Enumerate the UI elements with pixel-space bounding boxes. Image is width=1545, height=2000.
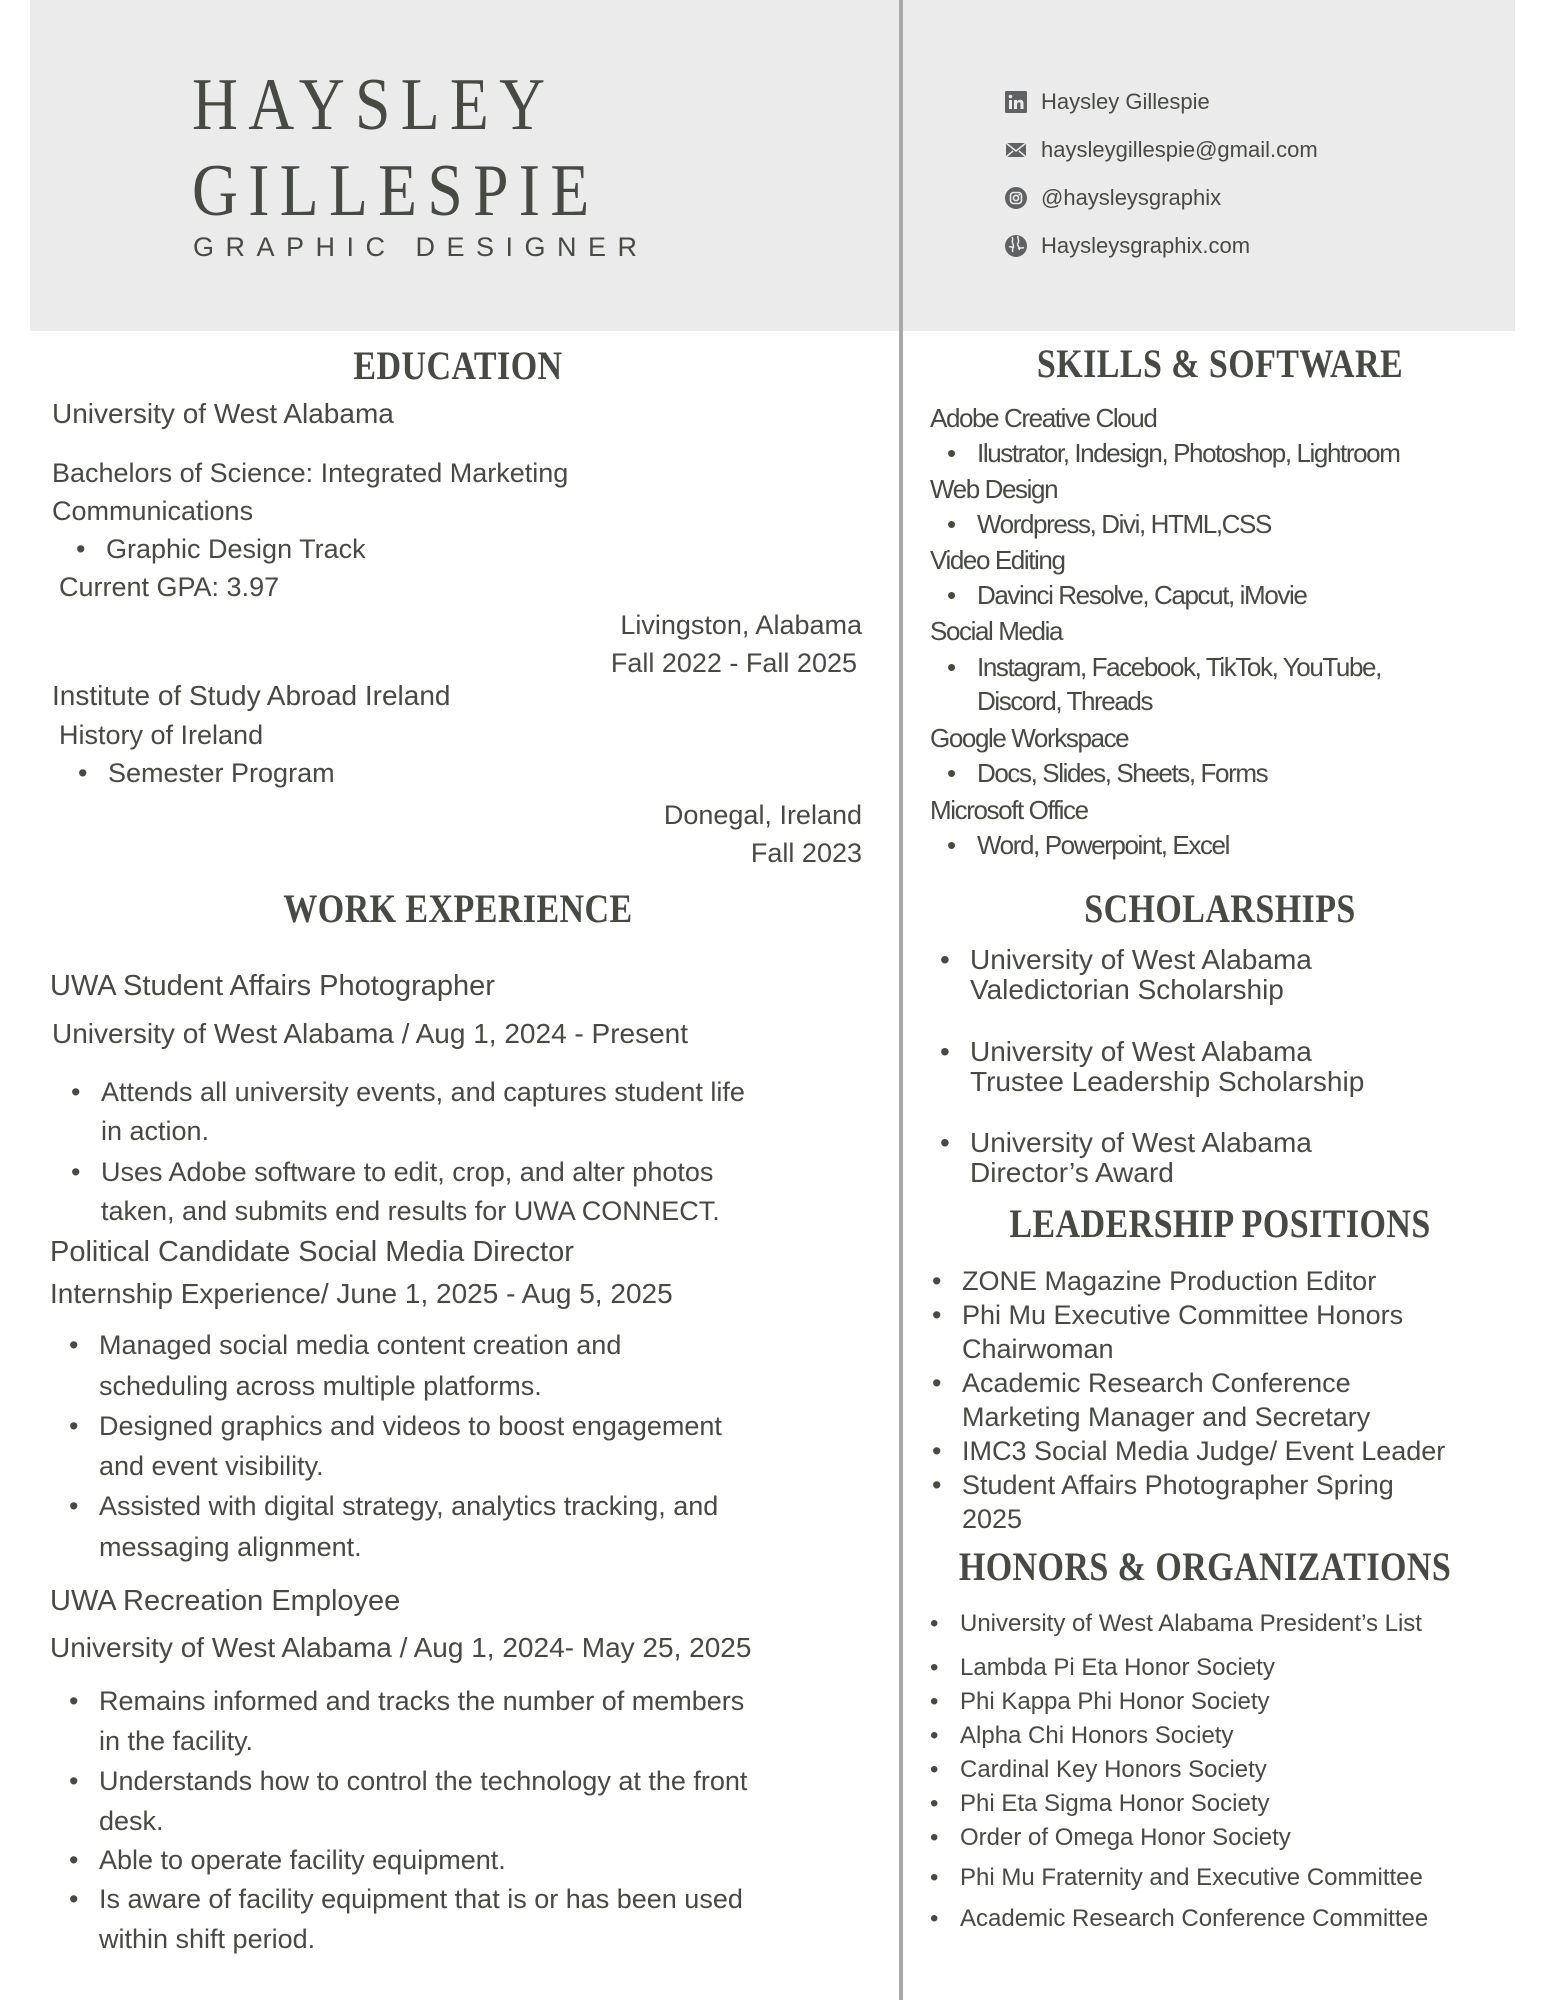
honor-item-8: • Phi Mu Fraternity and Executive Committee bbox=[960, 1864, 1423, 1892]
job-2-bullet-2-line-2: and event visibility. bbox=[99, 1451, 324, 1481]
job-2-bullet-1-line-2: scheduling across multiple platforms. bbox=[99, 1371, 542, 1401]
honor-item-2: • Lambda Pi Eta Honor Society bbox=[960, 1654, 1275, 1682]
edu-location-1: Livingston, Alabama bbox=[620, 610, 862, 640]
job-title: GRAPHIC DESIGNER bbox=[193, 232, 649, 262]
job-title-2: Political Candidate Social Media Director bbox=[50, 1236, 574, 1268]
mail-icon bbox=[1005, 139, 1027, 161]
contact-list bbox=[1005, 78, 1318, 270]
job-3-bullet-4-line-2: within shift period. bbox=[99, 1924, 316, 1954]
education-heading: EDUCATION bbox=[353, 343, 563, 388]
job-subtitle-2: Internship Experience/ June 1, 2025 - Aug 5, 2025 bbox=[50, 1278, 673, 1309]
skill-item-3: • Davinci Resolve, Capcut, iMovie bbox=[977, 580, 1306, 611]
first-name: HAYSLEY bbox=[192, 64, 556, 146]
leadership-item-1: • ZONE Magazine Production Editor bbox=[962, 1265, 1376, 1297]
honor-item-3: • Phi Kappa Phi Honor Society bbox=[960, 1688, 1270, 1716]
scholarships-heading: SCHOLARSHIPS bbox=[1084, 886, 1356, 931]
skill-category-4: Social Media bbox=[930, 616, 1063, 646]
edu-program-2: History of Ireland bbox=[59, 720, 264, 750]
job-subtitle-3: University of West Alabama / Aug 1, 2024- May 25, 2025 bbox=[50, 1632, 752, 1663]
edu-bullet-2: • Semester Program bbox=[108, 758, 335, 789]
skill-category-6: Microsoft Office bbox=[930, 795, 1088, 825]
honor-item-9: • Academic Research Conference Committee bbox=[960, 1905, 1428, 1933]
scholarship-3-line-2: Director’s Award bbox=[970, 1157, 1174, 1188]
edu-gpa: Current GPA: 3.97 bbox=[59, 572, 280, 602]
skill-item-6: • Word, Powerpoint, Excel bbox=[977, 830, 1229, 861]
column-divider bbox=[899, 0, 903, 2000]
job-3-bullet-1-line-2: in the facility. bbox=[99, 1726, 254, 1756]
edu-degree-line-1: Bachelors of Science: Integrated Marketing bbox=[52, 458, 569, 488]
globe-icon bbox=[1005, 235, 1027, 257]
edu-bullet-1: • Graphic Design Track bbox=[106, 534, 366, 565]
job-2-bullet-2-line-1: • Designed graphics and videos to boost engagement bbox=[99, 1411, 722, 1442]
job-2-bullet-1-line-1: • Managed social media content creation and bbox=[99, 1330, 621, 1361]
job-subtitle-1: University of West Alabama / Aug 1, 2024 - Present bbox=[52, 1018, 689, 1049]
candidate-name bbox=[192, 62, 600, 234]
leadership-item-3-line-2: Marketing Manager and Secretary bbox=[962, 1402, 1371, 1432]
job-2-bullet-3-line-2: messaging alignment. bbox=[99, 1532, 362, 1562]
scholarship-1-line-1: • University of West Alabama bbox=[970, 945, 1312, 975]
leadership-item-3-line-1: • Academic Research Conference bbox=[962, 1367, 1351, 1399]
skill-item-1: • Ilustrator, Indesign, Photoshop, Lightroom bbox=[977, 438, 1400, 469]
contact-email[interactable] bbox=[1005, 126, 1318, 174]
leadership-item-4: • IMC3 Social Media Judge/ Event Leader bbox=[962, 1435, 1445, 1467]
honor-item-4: • Alpha Chi Honors Society bbox=[960, 1722, 1233, 1750]
edu-dates-2: Fall 2023 bbox=[750, 838, 862, 868]
job-1-bullet-1-line-2: in action. bbox=[101, 1116, 210, 1146]
contact-instagram[interactable] bbox=[1005, 174, 1318, 222]
job-3-bullet-4-line-1: • Is aware of facility equipment that is or has been used bbox=[99, 1884, 743, 1915]
work-heading: WORK EXPERIENCE bbox=[283, 886, 633, 931]
skill-category-1: Adobe Creative Cloud bbox=[930, 403, 1157, 433]
skill-item-2: • Wordpress, Divi, HTML,CSS bbox=[977, 509, 1271, 540]
skill-item-4-line-1: • Instagram, Facebook, TikTok, YouTube, bbox=[977, 652, 1381, 683]
honors-heading: HONORS & ORGANIZATIONS bbox=[958, 1544, 1452, 1589]
instagram-icon bbox=[1005, 187, 1027, 209]
contact-email-text: haysleygillespie@gmail.com bbox=[1041, 137, 1318, 162]
skill-category-3: Video Editing bbox=[930, 545, 1065, 575]
edu-degree-line-2: Communications bbox=[52, 496, 254, 526]
leadership-heading: LEADERSHIP POSITIONS bbox=[1009, 1201, 1431, 1246]
leadership-item-2-line-2: Chairwoman bbox=[962, 1334, 1114, 1364]
honor-item-5: • Cardinal Key Honors Society bbox=[960, 1756, 1267, 1784]
last-name: GILLESPIE bbox=[192, 150, 600, 232]
job-1-bullet-1-line-1: • Attends all university events, and captures student life bbox=[101, 1077, 745, 1108]
edu-dates-1: Fall 2022 - Fall 2025 bbox=[610, 648, 857, 678]
job-1-bullet-2-line-2: taken, and submits end results for UWA CONNECT. bbox=[101, 1196, 720, 1226]
edu-school-1: University of West Alabama bbox=[52, 398, 394, 429]
skill-item-4-line-2: Discord, Threads bbox=[977, 686, 1153, 716]
job-3-bullet-2-line-2: desk. bbox=[99, 1806, 164, 1836]
skills-heading: SKILLS & SOFTWARE bbox=[1036, 341, 1404, 386]
skill-category-2: Web Design bbox=[930, 474, 1058, 504]
scholarship-2-line-2: Trustee Leadership Scholarship bbox=[970, 1066, 1365, 1097]
skill-item-5: • Docs, Slides, Sheets, Forms bbox=[977, 758, 1267, 789]
job-1-bullet-2-line-1: • Uses Adobe software to edit, crop, and alter photos bbox=[101, 1157, 713, 1188]
contact-instagram-text: @haysleysgraphix bbox=[1041, 185, 1222, 210]
honor-item-1: • University of West Alabama President’s List bbox=[960, 1610, 1422, 1638]
contact-website-text: Haysleysgraphix.com bbox=[1041, 233, 1251, 258]
contact-website[interactable] bbox=[1005, 222, 1318, 270]
job-3-bullet-1-line-1: • Remains informed and tracks the number of members bbox=[99, 1686, 744, 1717]
skill-category-5: Google Workspace bbox=[930, 723, 1129, 753]
job-3-bullet-2-line-1: • Understands how to control the technology at the front bbox=[99, 1766, 747, 1797]
contact-linkedin-text: Haysley Gillespie bbox=[1041, 89, 1210, 114]
job-title-1: UWA Student Affairs Photographer bbox=[50, 970, 495, 1002]
job-3-bullet-3: • Able to operate facility equipment. bbox=[99, 1845, 506, 1876]
scholarship-1-line-2: Valedictorian Scholarship bbox=[970, 974, 1284, 1005]
contact-linkedin[interactable] bbox=[1005, 78, 1318, 126]
scholarship-2-line-1: • University of West Alabama bbox=[970, 1037, 1312, 1067]
job-title-3: UWA Recreation Employee bbox=[50, 1585, 401, 1617]
edu-school-2: Institute of Study Abroad Ireland bbox=[52, 680, 451, 711]
scholarship-3-line-1: • University of West Alabama bbox=[970, 1128, 1312, 1158]
edu-location-2: Donegal, Ireland bbox=[663, 800, 862, 830]
job-2-bullet-3-line-1: • Assisted with digital strategy, analytics tracking, and bbox=[99, 1491, 718, 1522]
honor-item-7: • Order of Omega Honor Society bbox=[960, 1824, 1291, 1852]
leadership-item-5-line-2: 2025 bbox=[962, 1504, 1023, 1534]
leadership-item-2-line-1: • Phi Mu Executive Committee Honors bbox=[962, 1299, 1403, 1331]
leadership-item-5-line-1: • Student Affairs Photographer Spring bbox=[962, 1469, 1394, 1501]
linkedin-icon bbox=[1005, 91, 1027, 113]
honor-item-6: • Phi Eta Sigma Honor Society bbox=[960, 1790, 1269, 1818]
